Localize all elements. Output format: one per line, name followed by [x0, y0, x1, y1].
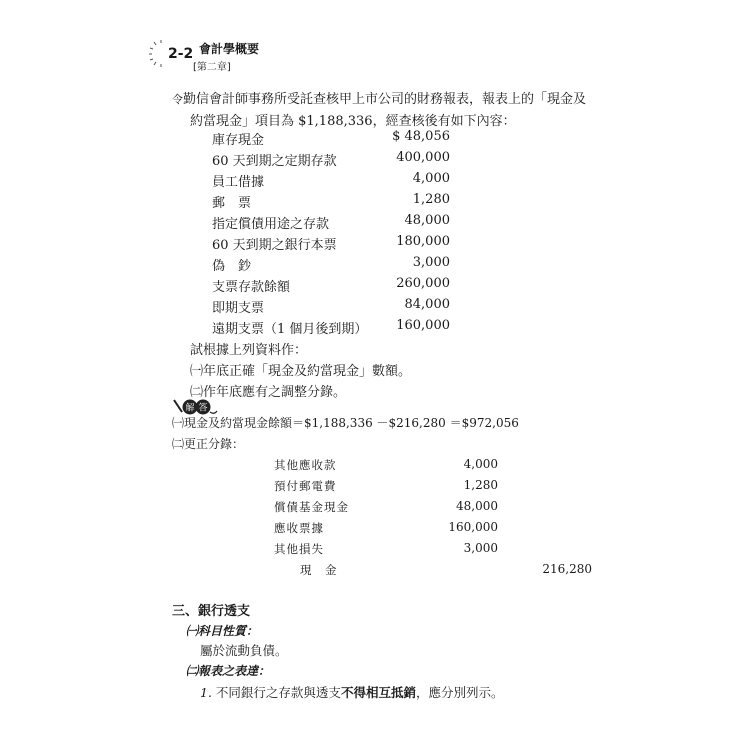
- item-label: 員工借據: [212, 175, 265, 190]
- chapter-label: [第二章]: [193, 62, 231, 73]
- question-prompt: 試根據上列資料作：: [190, 343, 308, 358]
- question-task-2: ㈡作年底應有之調整分錄。: [190, 385, 347, 400]
- item-value: 180,000: [396, 234, 450, 249]
- journal-debit: 1,280: [463, 478, 498, 492]
- item-label: 即期支票: [212, 301, 265, 316]
- answer-line-2: ㈡更正分錄：: [172, 437, 245, 451]
- item-label: 指定償債用途之存款: [212, 217, 330, 232]
- answer-line-1: ㈠現金及約當現金餘額＝$1,188,336 －$216,280 ＝$972,056: [172, 416, 519, 430]
- item-value: 48,000: [404, 213, 450, 228]
- item-label: 庫存現金: [212, 133, 265, 148]
- emphasis-text: 不得相互抵銷: [340, 685, 416, 700]
- item-label: 支票存款餘額: [212, 280, 291, 295]
- presentation-point-1: 1. 不同銀行之存款與透支不得相互抵銷，應分別列示。: [200, 685, 504, 700]
- journal-debit: 48,000: [456, 499, 498, 513]
- question-line-2: 約當現金」項目為 $1,188,336，經查核後有如下內容：: [190, 114, 516, 129]
- item-value: 84,000: [404, 297, 450, 312]
- journal-account: 現 金: [300, 563, 338, 577]
- item-label: 60 天到期之銀行本票: [212, 238, 337, 253]
- question-task-1: ㈠年底正確「現金及約當現金」數額。: [190, 364, 412, 379]
- subsection-nature: ㈠科目性質：: [186, 624, 259, 638]
- item-value: 160,000: [396, 318, 450, 333]
- journal-credit: 216,280: [542, 562, 592, 576]
- journal-account: 償債基金現金: [274, 500, 349, 514]
- journal-account: 其他應收款: [274, 458, 337, 472]
- journal-account: 其他損失: [274, 542, 324, 556]
- book-title: 會計學概要: [199, 42, 260, 56]
- section-title: 三、銀行透支: [172, 604, 251, 619]
- subsection-presentation: ㈡報表之表達：: [186, 664, 271, 678]
- nature-text: 屬於流動負債。: [200, 643, 288, 658]
- item-value: 260,000: [396, 276, 450, 291]
- journal-account: 應收票據: [274, 521, 324, 535]
- item-label: 60 天到期之定期存款: [212, 154, 337, 169]
- item-value: 4,000: [412, 171, 450, 186]
- diamond-bullet-icon: 令: [172, 93, 183, 106]
- item-value: 3,000: [412, 255, 450, 270]
- item-value: 1,280: [412, 192, 450, 207]
- journal-debit: 4,000: [463, 457, 498, 471]
- item-label: 郵 票: [212, 196, 252, 211]
- item-label: 遠期支票（1 個月後到期）: [212, 322, 368, 337]
- question-line-1: 令勤信會計師事務所受託查核甲上市公司的財務報表，報表上的「現金及: [172, 92, 587, 107]
- journal-debit: 160,000: [448, 520, 498, 534]
- svg-text:解: 解: [185, 403, 195, 414]
- svg-text:答: 答: [198, 403, 208, 414]
- journal-debit: 3,000: [463, 541, 498, 555]
- journal-account: 預付郵電費: [274, 479, 337, 493]
- item-value: $ 48,056: [392, 129, 450, 144]
- page-number: 2-2: [168, 46, 194, 62]
- item-value: 400,000: [396, 150, 450, 165]
- item-label: 偽 鈔: [212, 259, 252, 274]
